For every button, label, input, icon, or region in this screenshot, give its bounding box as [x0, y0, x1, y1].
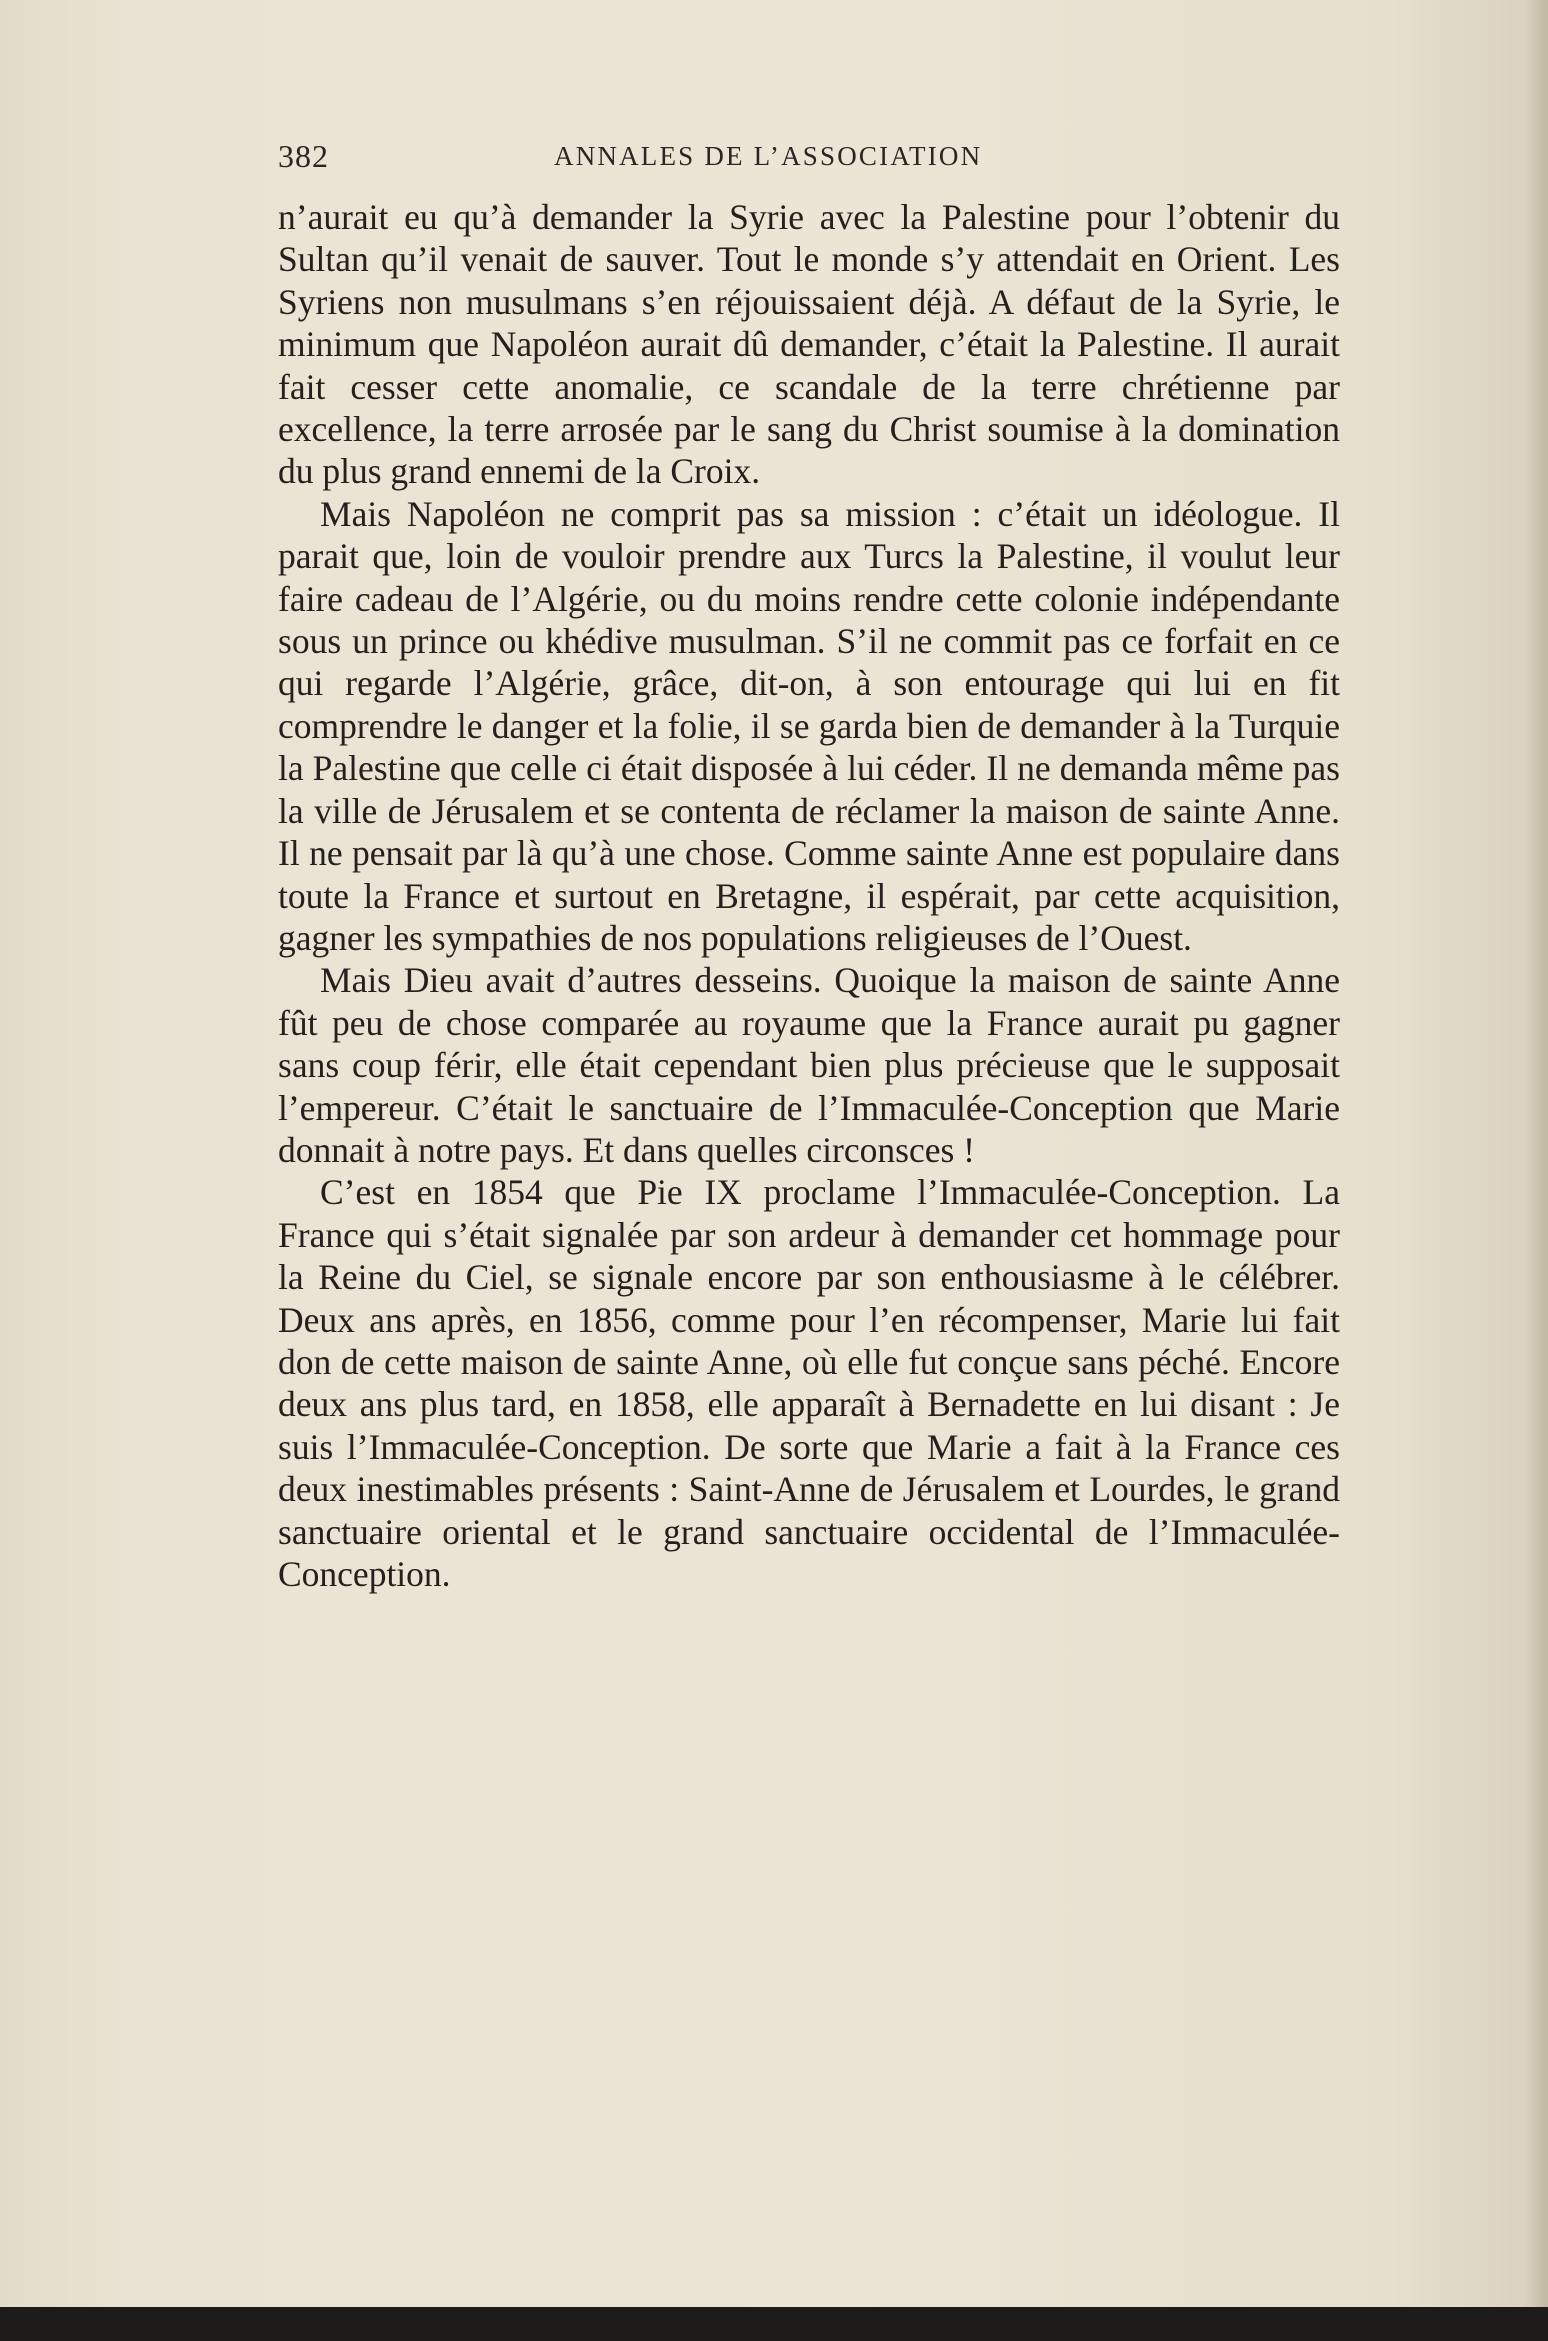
running-head — [278, 138, 1338, 178]
body-text — [278, 196, 1340, 1595]
paragraph-napoleon-mission: Mais Napoléon ne comprit pas sa mission : c’était un idéologue. Il parait que, loin de vouloir prendre aux Turcs la Palestine, il voulut leur faire cadeau de l’Algérie, ou du moins rendre cette colonie indépendante sous un prince ou khédive musulman. S’il ne commit pas ce forfait en ce qui regarde l’Algérie, grâce, dit-on, à son entourage qui lui en fit comprendre le danger et la folie, il se garda bien de demander à la Turquie la Palestine que celle ci était disposée à lui céder. Il ne demanda même pas la ville de Jérusalem et se contenta de réclamer la maison de sainte Anne. Il ne pensait par là qu’à une chose. Comme sainte Anne est populaire dans toute la France et surtout en Bretagne, il espérait, par cette acquisition, gagner les sympathies de nos populations religieuses de l’Ouest. — [278, 493, 1340, 958]
page-edge-shadow — [1524, 0, 1548, 2341]
scan-bottom-border — [0, 2307, 1548, 2341]
paragraph-divine-designs: Mais Dieu avait d’autres desseins. Quoique la maison de sainte Anne fût peu de chose comparée au royaume que la France aurait pu gagner sans coup férir, elle était cependant bien plus précieuse que le supposait l’empereur. C’était le sanctuaire de l’Immaculée-Conception que Marie donnait à notre pays. Et dans quelles circonsces ! — [278, 960, 1340, 1170]
paragraph-continuation: n’aurait eu qu’à demander la Syrie avec la Palestine pour l’obtenir du Sultan qu’il venait de sauver. Tout le monde s’y attendait en Orient. Les Syriens non musulmans s’en réjouissaient déjà. A défaut de la Syrie, le minimum que Napoléon aurait dû demander, c’était la Palestine. Il aurait fait cesser cette anomalie, ce scandale de la terre chrétienne par excellence, la terre arrosée par le sang du Christ soumise à la domination du plus grand ennemi de la Croix. — [278, 197, 1340, 492]
running-title: ANNALES DE L’ASSOCIATION — [554, 141, 983, 171]
paragraph-immaculate-conception: C’est en 1854 que Pie IX proclame l’Immaculée-Conception. La France qui s’était signalée par son ardeur à demander cet hommage pour la Reine du Ciel, se signale encore par son enthousiasme à le célébrer. Deux ans après, en 1856, comme pour l’en récompenser, Marie lui fait don de cette maison de sainte Anne, où elle fut conçue sans péché. Encore deux ans plus tard, en 1858, elle apparaît à Bernadette en lui disant : Je suis l’Immaculée-Conception. De sorte que Marie a fait à la France ces deux inestimables présents : Saint-Anne de Jérusalem et Lourdes, le grand sanctuaire oriental et le grand sanctuaire occidental de l’Immaculée-Conception. — [278, 1172, 1340, 1594]
page-number: 382 — [278, 138, 329, 174]
